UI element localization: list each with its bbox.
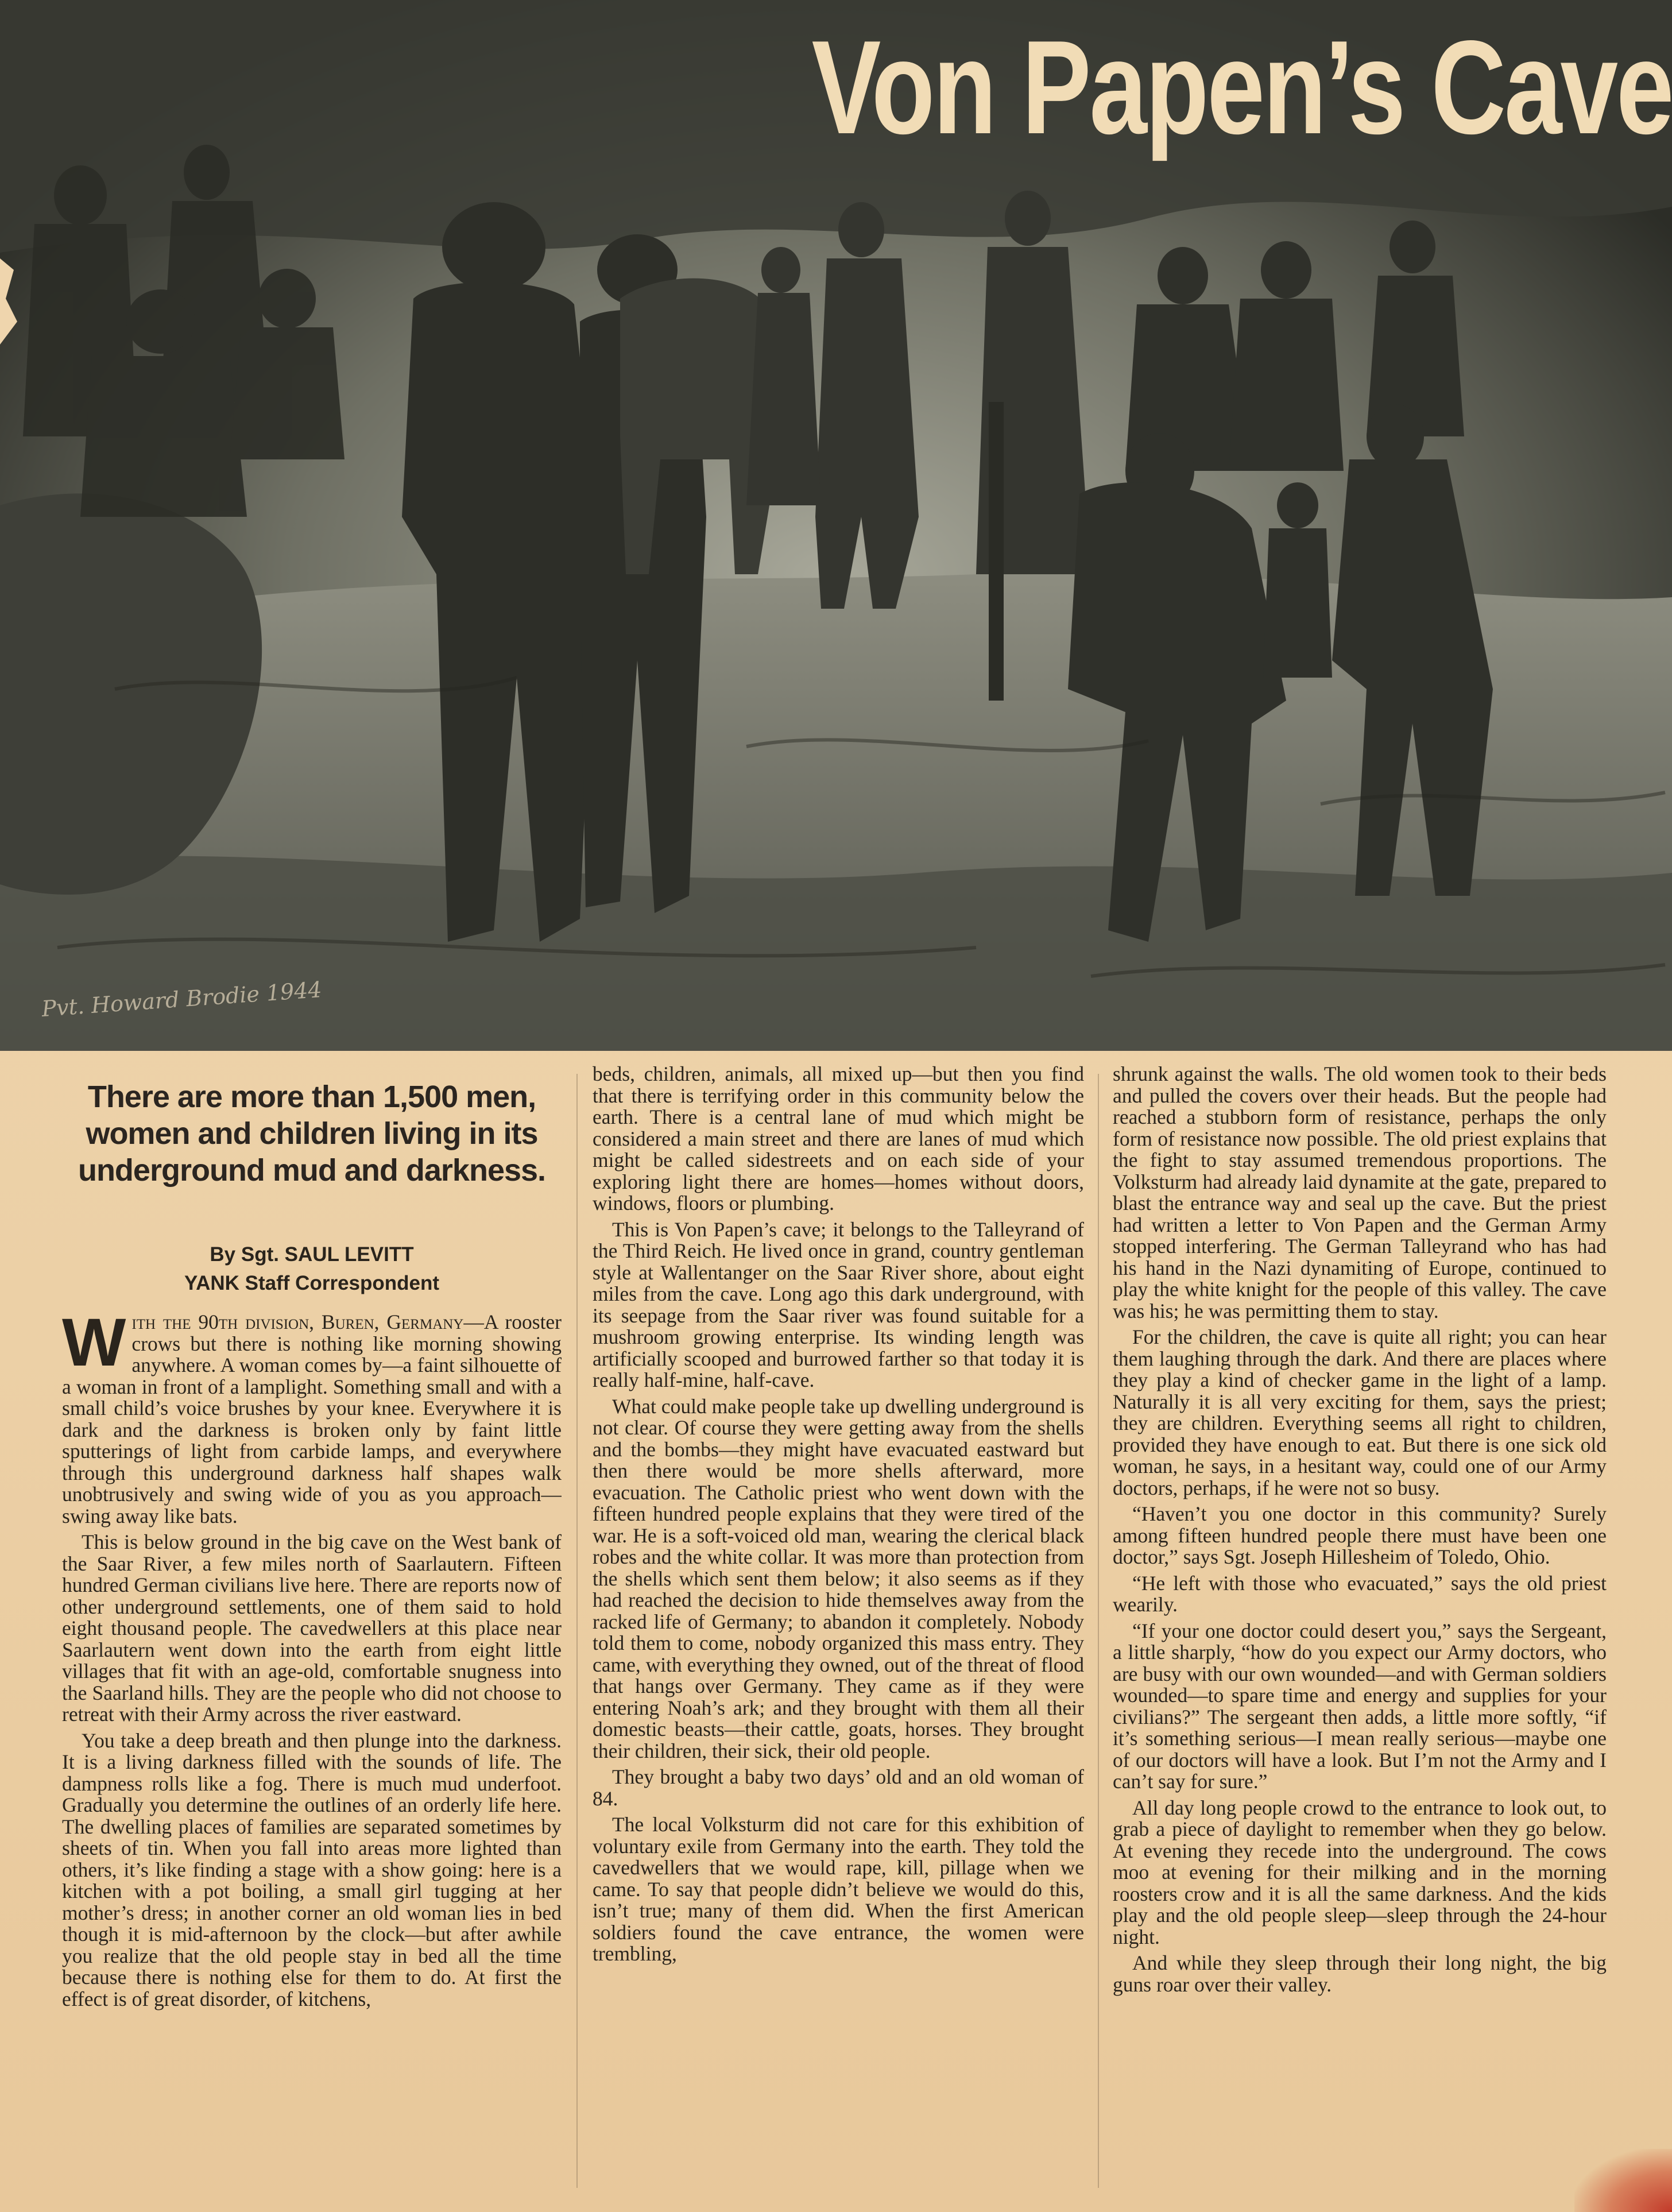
article-column-1: [62, 1074, 562, 2194]
column-divider: [576, 1074, 578, 2188]
article-column-3: [1113, 1064, 1607, 2183]
paragraph: shrunk against the walls. The old women took to their beds and pulled the covers over their heads. But the people had reached a stubborn form of resistance, perhaps the only form of resistance now possible. The old priest explains that the fight to stay assumed tremendous proportions. The Volksturm had already laid dynamite at the gate, prepared to blast the entrance way and seal up the cave. But the priest had written a letter to Von Papen and the German Army stopped interfering. The German Talleyrand who has had his hand in the Nazi dynamiting of Europe, continued to play the white knight for the people of this valley. The cave was his; he was permitting them to stay.: [1113, 1064, 1607, 1322]
drop-cap: W: [62, 1305, 126, 1380]
paragraph: You take a deep breath and then plunge into the darkness. It is a living darkness filled with the sounds of life. The dampness rolls like a fog. There is much mud underfoot. Gradually you determine the outlines of an orderly life here. The dwelling places of families are separated sometimes by sheets of tin. When you fall into areas more lighted than others, it’s like finding a stage with a show going: here is a kitchen with a pot boiling, a small girl tugging at her mother’s dress; in another corner an old woman lies in bed though it is mid-afternoon by the clock—but after awhile you realize that the old people stay in bed all the time because there is nothing else for them to do. At first the effect is of great disorder, of kitchens,: [62, 1728, 562, 2010]
paragraph: All day long people crowd to the entrance to look out, to grab a piece of daylight to remember when they go below. At evening they recede into the underground. The cows moo at evening for their milking and in the morning roosters crow and it is all the same darkness. And the kids play and the old people sleep—sleep through the 24-hour night.: [1113, 1796, 1607, 1948]
paragraph: beds, children, animals, all mixed up—but then you find that there is terrifying order in this community below the earth. There is a central lane of mud which might be considered a main street and there are lanes of mud which might be called sidestreets and on each side of your exploring light there are homes—homes without doors, windows, floors or plumbing.: [593, 1064, 1084, 1215]
paragraph: And while they sleep through their long night, the big guns roar over their valley.: [1113, 1951, 1607, 1996]
byline-role: YANK Staff Correspondent: [184, 1272, 440, 1294]
paragraph: This is Von Papen’s cave; it belongs to the Talleyrand of the Third Reich. He lived once in grand, country gentleman style at Wallentanger on the Saar River shore, about eight miles from the cave. Long ago this dark underground, with its seepage from the Saar river was found suitable for a mushroom growing enterprise. Its winding length was artificially scooped and burrowed farther so that today it is really half-mine, half-cave.: [593, 1217, 1084, 1391]
paragraph: They brought a baby two days’ old and an old woman of 84.: [593, 1765, 1084, 1810]
artist-signature: Pvt. Howard Brodie 1944: [41, 976, 323, 1022]
paper-stain: [1574, 2149, 1672, 2212]
paragraph: For the children, the cave is quite all right; you can hear them laughing through the dark. And there are places where they play a kind of checker game in the light of a lamp. Naturally it is all very exciting for them, says the priest; they are children. Everything seems all right to children, provided they have enough to eat. But there is one sick old woman, he says, in a hesitant way, could one of our Army doctors, perhaps, if he were not so busy.: [1113, 1325, 1607, 1499]
paragraph-text: —A rooster crows but there is nothing like morning showing anywhere. A woman comes by—a faint silhouette of a woman in front of a lamplight. Something small and with a small child’s voice brushes by your knee. Everywhere it is dark and the darkness is broken only by faint little sputterings of light from carbide lamps, and everywhere through this underground darkness half shapes walk unobtrusively and swing wide of you as you approach—swing away like bats.: [62, 1310, 562, 1527]
cave-illustration: [0, 0, 1672, 1051]
article-deck: There are more than 1,500 men, women and children living in its underground mud and darkness.: [78, 1080, 546, 1188]
paragraph: “If your one doctor could desert you,” says the Sergeant, a little sharply, “how do you expect our Army doctors, who are busy with our own wounded—and with German soldiers wounded—to spare time and energy and supplies for your civilians?” The sergeant then adds, a little more softly, “if it’s something serious—I mean really serious—maybe one of our doctors will have a look. But I’m not the Army and I can’t say for sure.”: [1113, 1619, 1607, 1793]
dateline: ith the 90th division, Buren, Germany: [131, 1310, 464, 1333]
paragraph: The local Volksturm did not care for this exhibition of voluntary exile from Germany into the earth. They told the cavedwellers that we would rape, kill, pillage when we came. To say that people didn’t believe we would do this, isn’t true; many of them did. When the first American soldiers found the cave entrance, the women were trembling,: [593, 1813, 1084, 1965]
byline: By Sgt. SAUL LEVITT: [210, 1243, 414, 1266]
paragraph: “Haven’t you one doctor in this community? Surely among fifteen hundred people there must have been one doctor,” says Sgt. Joseph Hillesheim of Toledo, Ohio.: [1113, 1502, 1607, 1568]
paragraph: This is below ground in the big cave on the West bank of the Saar River, a few miles north of Saarlautern. Fifteen hundred German civilians live here. There are reports now of other underground settlements, one of them said to hold eight thousand people. The cavedwellers at this place near Saarlautern went down into the earth from eight little villages that fit with an age-old, comfortable snugness into the Saarland hills. They are the people who did not choose to retreat with their Army across the river eastward.: [62, 1530, 562, 1726]
article-column-2: [593, 1064, 1084, 2183]
paragraph: What could make people take up dwelling underground is not clear. Of course they were getting away from the shells and the bombs—they might have evacuated eastward but then there would be more shells afterward, more evacuation. The Catholic priest who went down with the fifteen hundred people explains that they were tired of the war. He is a soft-voiced old man, wearing the clerical black robes and the white collar. It was more than protection from the shells which sent them below; it also seems as if they had reached the decision to hide themselves away from the racked life of Germany; to abandon it completely. Nobody told them to come, nobody organized this mass entry. They came, with everything they owned, out of the threat of flood that hangs over Germany. They came as if they were entering Noah’s ark; and they brought with them all their domestic beasts—their cattle, goats, horses. They brought their children, their sick, their old people.: [593, 1394, 1084, 1762]
column-divider: [1098, 1074, 1099, 2188]
lead-paragraph: [62, 1305, 562, 1527]
article-title: Von Papen’s Cave: [811, 13, 1672, 162]
paragraph: “He left with those who evacuated,” says the old priest wearily.: [1113, 1571, 1607, 1616]
